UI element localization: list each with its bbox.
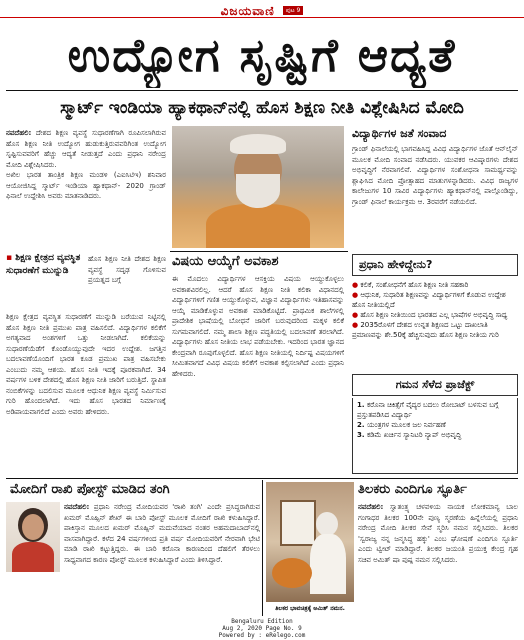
- photo-caption: ತಿಲಕರ ಭಾವಚಿತ್ರಕ್ಕೆ ಅಮಿತ್ ನಮನ.: [275, 605, 345, 612]
- right-story-text: ಗ್ರಾಂಡ್ ಫಿನಾಲೆಯಲ್ಲಿ ಭಾಗವಹಿಸಿದ್ದ ವಿವಿಧ ವಿದ್ಯಾರ್ಥಿಗಳ ಜೊತೆ ಆನ್‌ಲೈನ್ ಮೂಲಕ ಮೋದಿ ಸಂವಾದ ನಡೆಸಿದರು. ಯುವಕರ ಆವಿಷ್ಕಾರಗಳು ದೇಶದ ಅಭಿವೃದ್ಧಿಗೆ ನೆರವಾಗಲಿವೆ. ವಿದ್ಯಾರ್ಥಿಗಳ ಸಂಶೋಧನಾ ಸಾಮರ್ಥ್ಯವನ್ನು ಶ್ಲಾಘಿಸಿದ ಮೋದಿ ಪ್ರೋತ್ಸಾಹದ ಮಾತುಗಳನ್ನಾಡಿದರು. ವಿವಿಧ ರಾಜ್ಯಗಳ ಕಾಲೇಜುಗಳ 10 ಸಾವಿರ ವಿದ್ಯಾರ್ಥಿಗಳು ಹ್ಯಾಕಥಾನ್‌ನಲ್ಲಿ ಪಾಲ್ಗೊಂಡಿದ್ದು, ಗ್ರಾಂಡ್ ಫಿನಾಲೆ ಕಾರ್ಯಕ್ರಮ ಆ. 3ರವರೆಗೆ ನಡೆಯಲಿದೆ.: [352, 145, 518, 206]
- pm-said-item: ● ಹೊಸ ಶಿಕ್ಷಣ ನೀತಿಯಿಂದ ಭಾರತದ ಎಲ್ಲ ಭಾಷೆಗಳ ಅಭಿವೃದ್ಧಿ ಸಾಧ್ಯ: [352, 311, 508, 319]
- divider: [6, 478, 518, 479]
- project-item: 3. ಕಡಿಮೆ ಖರ್ಚಿನ ಸ್ಯಾನಿಟರಿ ನ್ಯಾಪ್ ಅಭಿವೃದ್ಧಿ: [357, 431, 462, 439]
- project-item: 1. ಕರೊನಾ ಚಿಕಿತ್ಸೆಗೆ ವೈದ್ಯರ ಬದಲು ರೋಬಾಟ್ ಬಳಸುವ ಬಗ್ಗೆ ಪ್ರಸ್ತುತಪಡಿಸಿದ ವಿದ್ಯಾರ್ಥಿ: [357, 401, 499, 419]
- modi-photo: [172, 126, 344, 248]
- pm-said-item: ● 2035ರೊಳಗೆ ದೇಶದ ಉನ್ನತ ಶಿಕ್ಷಣದ ಒಟ್ಟು ದಾಖಲಾತಿ ಪ್ರಮಾಣವನ್ನು ಶೇ.50ಕ್ಕೆ ಹೆಚ್ಚಿಸುವುದು ಹೊಸ ಶಿಕ್ಷಣ ನೀತಿಯ ಗುರಿ: [352, 321, 499, 339]
- lead-para-3: ಶಿಕ್ಷಣ ಕ್ಷೇತ್ರದ ವ್ಯವಸ್ಥಿತ ಸುಧಾರಣೆಗೆ ಮುನ್ನುಡಿ ಬರೆಯುವ ನಿಟ್ಟಿನಲ್ಲಿ ಹೊಸ ಶಿಕ್ಷಣ ನೀತಿ ಪ್ರಮುಖ ಪಾತ್ರ ವಹಿಸಲಿದೆ. ವಿದ್ಯಾರ್ಥಿಗಳ ಕಲಿಕೆಗೆ ಅಗತ್ಯವಾದ ಅಂಶಗಳಿಗೆ ಒತ್ತು ನೀಡಲಾಗಿದೆ. ಕಲಿಕೆಯನ್ನು ಸುಧಾರಣೆಯೆಡೆಗೆ ಕೊಂಡೊಯ್ಯುವುದೇ ಇದರ ಉದ್ದೇಶ. ಜಗತ್ತಿನ ಬದಲಾವಣೆಯೊಂದಿಗೆ ಭಾರತ ಕೂಡ ಪ್ರಮುಖ ಪಾತ್ರ ವಹಿಸಬೇಕು ಎಂಬುದು ನಮ್ಮ ಆಶಯ. ಹೊಸ ನೀತಿ ಇದಕ್ಕೆ ಪೂರಕವಾಗಿದೆ. 34 ವರ್ಷಗಳ ಬಳಿಕ ದೇಶದಲ್ಲಿ ಹೊಸ ಶಿಕ್ಷಣ ನೀತಿ ಜಾರಿಗೆ ಬರುತ್ತಿದೆ. ಸ್ಥಾಪಿತ ನಂಬಿಕೆಗಳನ್ನು ಬದಲಿಸುವ ಮೂಲಕ ಆಧುನಿಕ ಶಿಕ್ಷಣ ವ್ಯವಸ್ಥೆ ನಿರ್ಮಿಸುವ ಗುರಿ ಹೊಂದಲಾಗಿದೆ. ಇದು ಹೊಸ ಭಾರತದ ನಿರ್ಮಾಣಕ್ಕೆ ಅಡಿಪಾಯವಾಗಲಿದೆ ಎಂದು ಅವರು ಹೇಳಿದರು.: [6, 313, 166, 416]
- amit-shah-photo: [266, 482, 354, 602]
- project-item: 2. ಯಂತ್ರಗಳ ಮೂಲಕ ಜಲ ನಿರ್ವಹಣೆ: [357, 421, 446, 429]
- rakhi-text: ನವದೆಹಲಿ: ಪ್ರಧಾನಿ ನರೇಂದ್ರ ಮೋದಿಯವರ 'ರಾಖಿ ತಂಗಿ' ಎಂದೇ ಪ್ರಸಿದ್ಧರಾಗಿರುವ ಖಮರ್ ಮೊಹ್ಸಿನ್ ಶೇಖ್ ಈ ಬಾರಿ ಪೋಸ್ಟ್ ಮೂಲಕ ಮೋದಿಗೆ ರಾಖಿ ಕಳುಹಿಸಿದ್ದಾರೆ. ಪಾಕಿಸ್ತಾನ ಮೂಲದ ಖಮರ್ ಮೊಹ್ಸಿನ್ ಮದುವೆಯಾದ ನಂತರ ಅಹಮದಾಬಾದ್‌ನಲ್ಲಿ ವಾಸವಾಗಿದ್ದಾರೆ. ಕಳೆದ 24 ವರ್ಷಗಳಿಂದ ಪ್ರತಿ ವರ್ಷ ಮೋದಿಯವರಿಗೆ ನೇರವಾಗಿ ಭೇಟಿ ಮಾಡಿ ರಾಖಿ ಕಟ್ಟುತ್ತಿದ್ದರು. ಈ ಬಾರಿ ಕರೊನಾ ಕಾರಣದಿಂದ ದೆಹಲಿಗೆ ತೆರಳಲು ಸಾಧ್ಯವಾಗದ ಕಾರಣ ಪೋಸ್ಟ್ ಮೂಲಕ ಕಳುಹಿಸಿದ್ದಾರೆ ಎಂದು ತಿಳಿಸಿದ್ದಾರೆ.: [64, 503, 260, 564]
- footer-powered: Powered by : eRelego.com: [218, 632, 306, 639]
- photo-body: [206, 204, 310, 248]
- photo-beard: [236, 174, 280, 208]
- right-story-title: ವಿದ್ಯಾರ್ಥಿಗಳ ಜತೆ ಸಂವಾದ: [352, 127, 447, 140]
- footer-date: Aug 2, 2020 Page No. 9: [222, 625, 302, 632]
- main-headline: ಉದ್ಯೋಗ ಸೃಷ್ಟಿಗೆ ಆದ್ಯತೆ: [67, 28, 457, 82]
- box1-text: ಈ ಮೊದಲು ವಿದ್ಯಾರ್ಥಿಗಳ ಆಸಕ್ತಿಯ ವಿಷಯ ಆಯ್ದುಕೊಳ್ಳಲು ಅವಕಾಶವಿರಲಿಲ್ಲ. ಆದರೆ ಹೊಸ ಶಿಕ್ಷಣ ನೀತಿ ಕಲಿಕಾ ವಿಧಾನದಲ್ಲಿ ವಿದ್ಯಾರ್ಥಿಗಳಿಗೆ ಗಣಿತ ಆಯ್ದುಕೊಳ್ಳುವ, ವಿಜ್ಞಾನ ವಿದ್ಯಾರ್ಥಿಗಳು ಇತಿಹಾಸವನ್ನು ಆಯ್ಕೆ ಮಾಡಿಕೊಳ್ಳುವ ಅವಕಾಶ ಮಾಡಿಕೊಟ್ಟಿದೆ. ಪ್ರಾಥಮಿಕ ಶಾಲೆಗಳಲ್ಲಿ ಪ್ರಾದೇಶಿಕ ಭಾಷೆಯಲ್ಲಿ ಬೋಧನೆ ಜಾರಿಗೆ ಬರುವುದರಿಂದ ಮಕ್ಕಳ ಕಲಿಕೆ ಸುಗಮವಾಗಲಿದೆ. ನಮ್ಮ ಶಾಲಾ ಶಿಕ್ಷಣ ಪದ್ಧತಿಯಲ್ಲಿ ಬದಲಾವಣೆ ತರಲಾಗಿದೆ. ವಿದ್ಯಾರ್ಥಿಗಳು ಹೊಸ ನೀತಿಯ ಲಾಭ ಪಡೆಯಬೇಕು. ಇದರಿಂದ ಭಾರತ ಜ್ಞಾನದ ಕೇಂದ್ರವಾಗಿ ರೂಪುಗೊಳ್ಳಲಿದೆ. ಹೊಸ ಶಿಕ್ಷಣ ನೀತಿಯಲ್ಲಿ ನಿರ್ದಿಷ್ಟ ವಿಷಯಗಳಿಗೆ ಸೀಮಿತವಾಗದೆ ವಿವಿಧ ವಿಷಯ ಕಲಿಕೆಗೆ ಅವಕಾಶ ಕಲ್ಪಿಸಲಾಗಿದೆ ಎಂದು ಪ್ರಧಾನಿ ಹೇಳಿದರು.: [172, 275, 344, 378]
- page-footer: [180, 618, 344, 640]
- divider: [262, 480, 263, 616]
- footer-edition: Bengaluru Edition: [231, 618, 293, 625]
- lead-para-1: [6, 128, 166, 256]
- pull-side-text: ಹೊಸ ಶಿಕ್ಷಣ ನೀತಿ ದೇಶದ ಶಿಕ್ಷಣ ವ್ಯವಸ್ಥೆ ಸದೃಢ ಗೊಳಿಸುವ ಪ್ರಯತ್ನದ ಬಗ್ಗೆ: [88, 255, 166, 284]
- woman-photo: [6, 502, 60, 572]
- dateline: ನವದೆಹಲಿ:: [6, 129, 32, 137]
- project-list: [352, 398, 518, 474]
- pull-quote: ▪ ಶಿಕ್ಷಣ ಕ್ಷೇತ್ರದ ವ್ಯವಸ್ಥಿತ ಸುಧಾರಣೆಗೆ ಮುನ್ನುಡಿ: [6, 253, 81, 276]
- rakhi-title: ಮೋದಿಗೆ ರಾಖಿ ಪೋಸ್ಟ್ ಮಾಡಿದ ತಂಗಿ: [10, 482, 170, 497]
- pm-said-item: ● ಆಧುನಿಕ, ಸುಧಾರಿತ ಶಿಕ್ಷಣವನ್ನು ವಿದ್ಯಾರ್ಥಿಗಳಿಗೆ ಕೊಡುವ ಉದ್ದೇಶ ಹೊಸ ನೀತಿಯಲ್ಲಿದೆ: [352, 291, 506, 309]
- photo-saree: [12, 542, 54, 572]
- sub-headline: ಸ್ಮಾರ್ಟ್ ಇಂಡಿಯಾ ಹ್ಯಾಕಥಾನ್‌ನಲ್ಲಿ ಹೊಸ ಶಿಕ್ಷಣ ನೀತಿ ವಿಶ್ಲೇಷಿಸಿದ ಮೋದಿ: [60, 98, 464, 118]
- divider: [6, 90, 518, 91]
- box1-title: ವಿಷಯ ಆಯ್ಕೆಗೆ ಅವಕಾಶ: [172, 254, 279, 269]
- photo-flowers: [272, 558, 312, 588]
- tilak-title: ತಿಲಕರು ಎಂದಿಗೂ ಸ್ಫೂರ್ತಿ: [358, 482, 467, 497]
- photo-portrait-frame: [280, 500, 316, 546]
- lead-text-2: ಅಖಿಲ ಭಾರತ ತಾಂತ್ರಿಕ ಶಿಕ್ಷಣ ಮಂಡಳಿ (ಎಐಸಿಟಿಇ) ಶನಿವಾರ ಆಯೋಜಿಸಿದ್ದ ಸ್ಮಾರ್ಟ್ ಇಂಡಿಯಾ ಹ್ಯಾಕಥಾನ್- 2020 ಗ್ರಾಂಡ್ ಫಿನಾಲೆ ಉದ್ದೇಶಿಸಿ ಅವರು ಮಾತನಾಡಿದರು.: [6, 171, 166, 200]
- pm-said-title: ಪ್ರಧಾನಿ ಹೇಳಿದ್ದೇನು?: [359, 258, 433, 271]
- masthead: [0, 0, 524, 18]
- pm-said-box: [352, 254, 518, 276]
- lead-text-1: ದೇಶದ ಶಿಕ್ಷಣ ವ್ಯವಸ್ಥೆ ಸುಧಾರಣೆಗಾಗಿ ರೂಪಿಸಲಾಗಿರುವ ಹೊಸ ಶಿಕ್ಷಣ ನೀತಿ ಉದ್ಯೋಗ ಹುಡುಕುತ್ತಿರುವವರಿಗಿಂತ ಉದ್ಯೋಗ ಸೃಷ್ಟಿಸುವವರಿಗೆ ಹೆಚ್ಚು ಆದ್ಯತೆ ನೀಡುತ್ತದೆ ಎಂದು ಪ್ರಧಾನಿ ನರೇಂದ್ರ ಮೋದಿ ವಿಶ್ಲೇಷಿಸಿದರು.: [6, 129, 166, 169]
- project-title: ಗಮನ ಸೆಳೆದ ಪ್ರಾಜೆಕ್ಟ್: [352, 374, 518, 396]
- photo-kurta: [310, 534, 346, 594]
- photo-face: [22, 514, 44, 540]
- pm-said-list: [352, 280, 518, 372]
- tilak-text: ನವದೆಹಲಿ: ಸ್ವಾತಂತ್ರ್ಯ ಚಳವಳಿಯ ನಾಯಕ ಲೋಕಮಾನ್ಯ ಬಾಲ ಗಂಗಾಧರ ತಿಲಕರ 100ನೇ ಪುಣ್ಯ ಸ್ಮರಣೆಯ ಹಿನ್ನೆಲೆಯಲ್ಲಿ ಪ್ರಧಾನಿ ನರೇಂದ್ರ ಮೋದಿ ತಿಲಕರ ಸೇವೆ ಸ್ಮರಿಸಿ ನಮನ ಸಲ್ಲಿಸಿದರು. ತಿಲಕರ 'ಸ್ವರಾಜ್ಯ ನನ್ನ ಜನ್ಮಸಿದ್ಧ ಹಕ್ಕು' ಎಂಬ ಘೋಷಣೆ ಎಂದಿಗೂ ಸ್ಫೂರ್ತಿ ಎಂದು ಟ್ವೀಟ್ ಮಾಡಿದ್ದಾರೆ. ತಿಲಕರ ಜಯಂತಿ ಪ್ರಯುಕ್ತ ಕೇಂದ್ರ ಗೃಹ ಸಚಿವ ಅಮಿತ್ ಷಾ ಪುಷ್ಪ ನಮನ ಸಲ್ಲಿಸಿದರು.: [358, 503, 518, 564]
- photo-hair: [230, 134, 286, 154]
- page-badge: ಪುಟ 9: [283, 6, 304, 15]
- newspaper-title: ವಿಜಯವಾಣಿ: [220, 4, 275, 18]
- pm-said-item: ● ಕಲಿಕೆ, ಸಂಶೋಧನೆಗೆ ಹೊಸ ಶಿಕ್ಷಣ ನೀತಿ ಸಹಕಾರಿ: [352, 281, 469, 289]
- photo-head: [316, 512, 338, 536]
- pull-quote-text: ಶಿಕ್ಷಣ ಕ್ಷೇತ್ರದ ವ್ಯವಸ್ಥಿತ ಸುಧಾರಣೆಗೆ ಮುನ್ನುಡಿ: [6, 253, 81, 276]
